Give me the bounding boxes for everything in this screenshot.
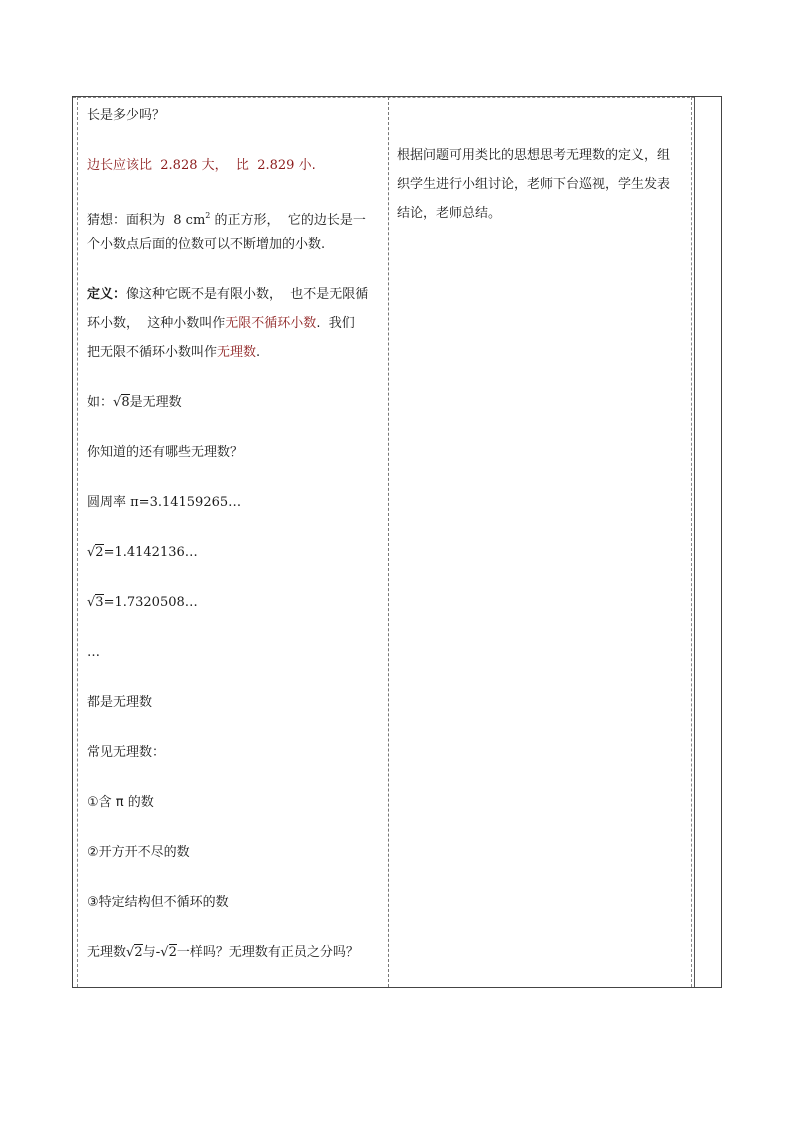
activity-column xyxy=(389,97,695,987)
conjecture-line-2: 个小数点后面的位数可以不断增加的小数. xyxy=(87,237,326,252)
list-item: ①含 π 的数 xyxy=(87,795,154,810)
definition-line-2: 环小数， 这种小数叫作无限不循环小数. 我们 xyxy=(87,316,355,331)
activity-line: 织学生进行小组讨论，老师下台巡视，学生发表 xyxy=(397,177,671,192)
sqrt2-line: √2=1.4142136… xyxy=(87,545,198,560)
example-line: 如：√8是无理数 xyxy=(87,395,182,410)
pi-line: 圆周率 π=3.14159265… xyxy=(87,495,242,510)
conjecture-line: 猜想：面积为 8 $cm^2$ 的正方形， 它的边长是一 xyxy=(87,211,366,228)
notes-column xyxy=(695,97,721,987)
teaching-content-column xyxy=(73,97,389,987)
question-line: 你知道的还有哪些无理数？ xyxy=(87,445,244,460)
final-question: 无理数√2与-√2一样吗？无理数有正员之分吗？ xyxy=(87,945,359,960)
sqrt3-line: √3=1.7320508… xyxy=(87,595,198,610)
mid-dashed-rule xyxy=(691,97,692,987)
text-line: 常见无理数： xyxy=(87,745,166,760)
activity-line: 结论，老师总结。 xyxy=(397,206,502,221)
list-item: ②开方开不尽的数 xyxy=(87,845,190,860)
list-item: ③特定结构但不循环的数 xyxy=(87,895,229,910)
text-line: 长是多少吗？ xyxy=(87,108,166,123)
ellipsis-line: … xyxy=(87,645,100,660)
lesson-table xyxy=(72,96,722,988)
activity-line: 根据问题可用类比的思想思考无理数的定义，组 xyxy=(397,148,671,163)
text-line: 都是无理数 xyxy=(87,695,153,710)
side-length-estimate: 边长应该比 2.828 大， 比 2.829 小. xyxy=(87,158,316,173)
definition-line: 定义：像这种它既不是有限小数， 也不是无限循 xyxy=(87,287,369,302)
definition-line-3: 把无限不循环小数叫作无理数. xyxy=(87,345,261,360)
